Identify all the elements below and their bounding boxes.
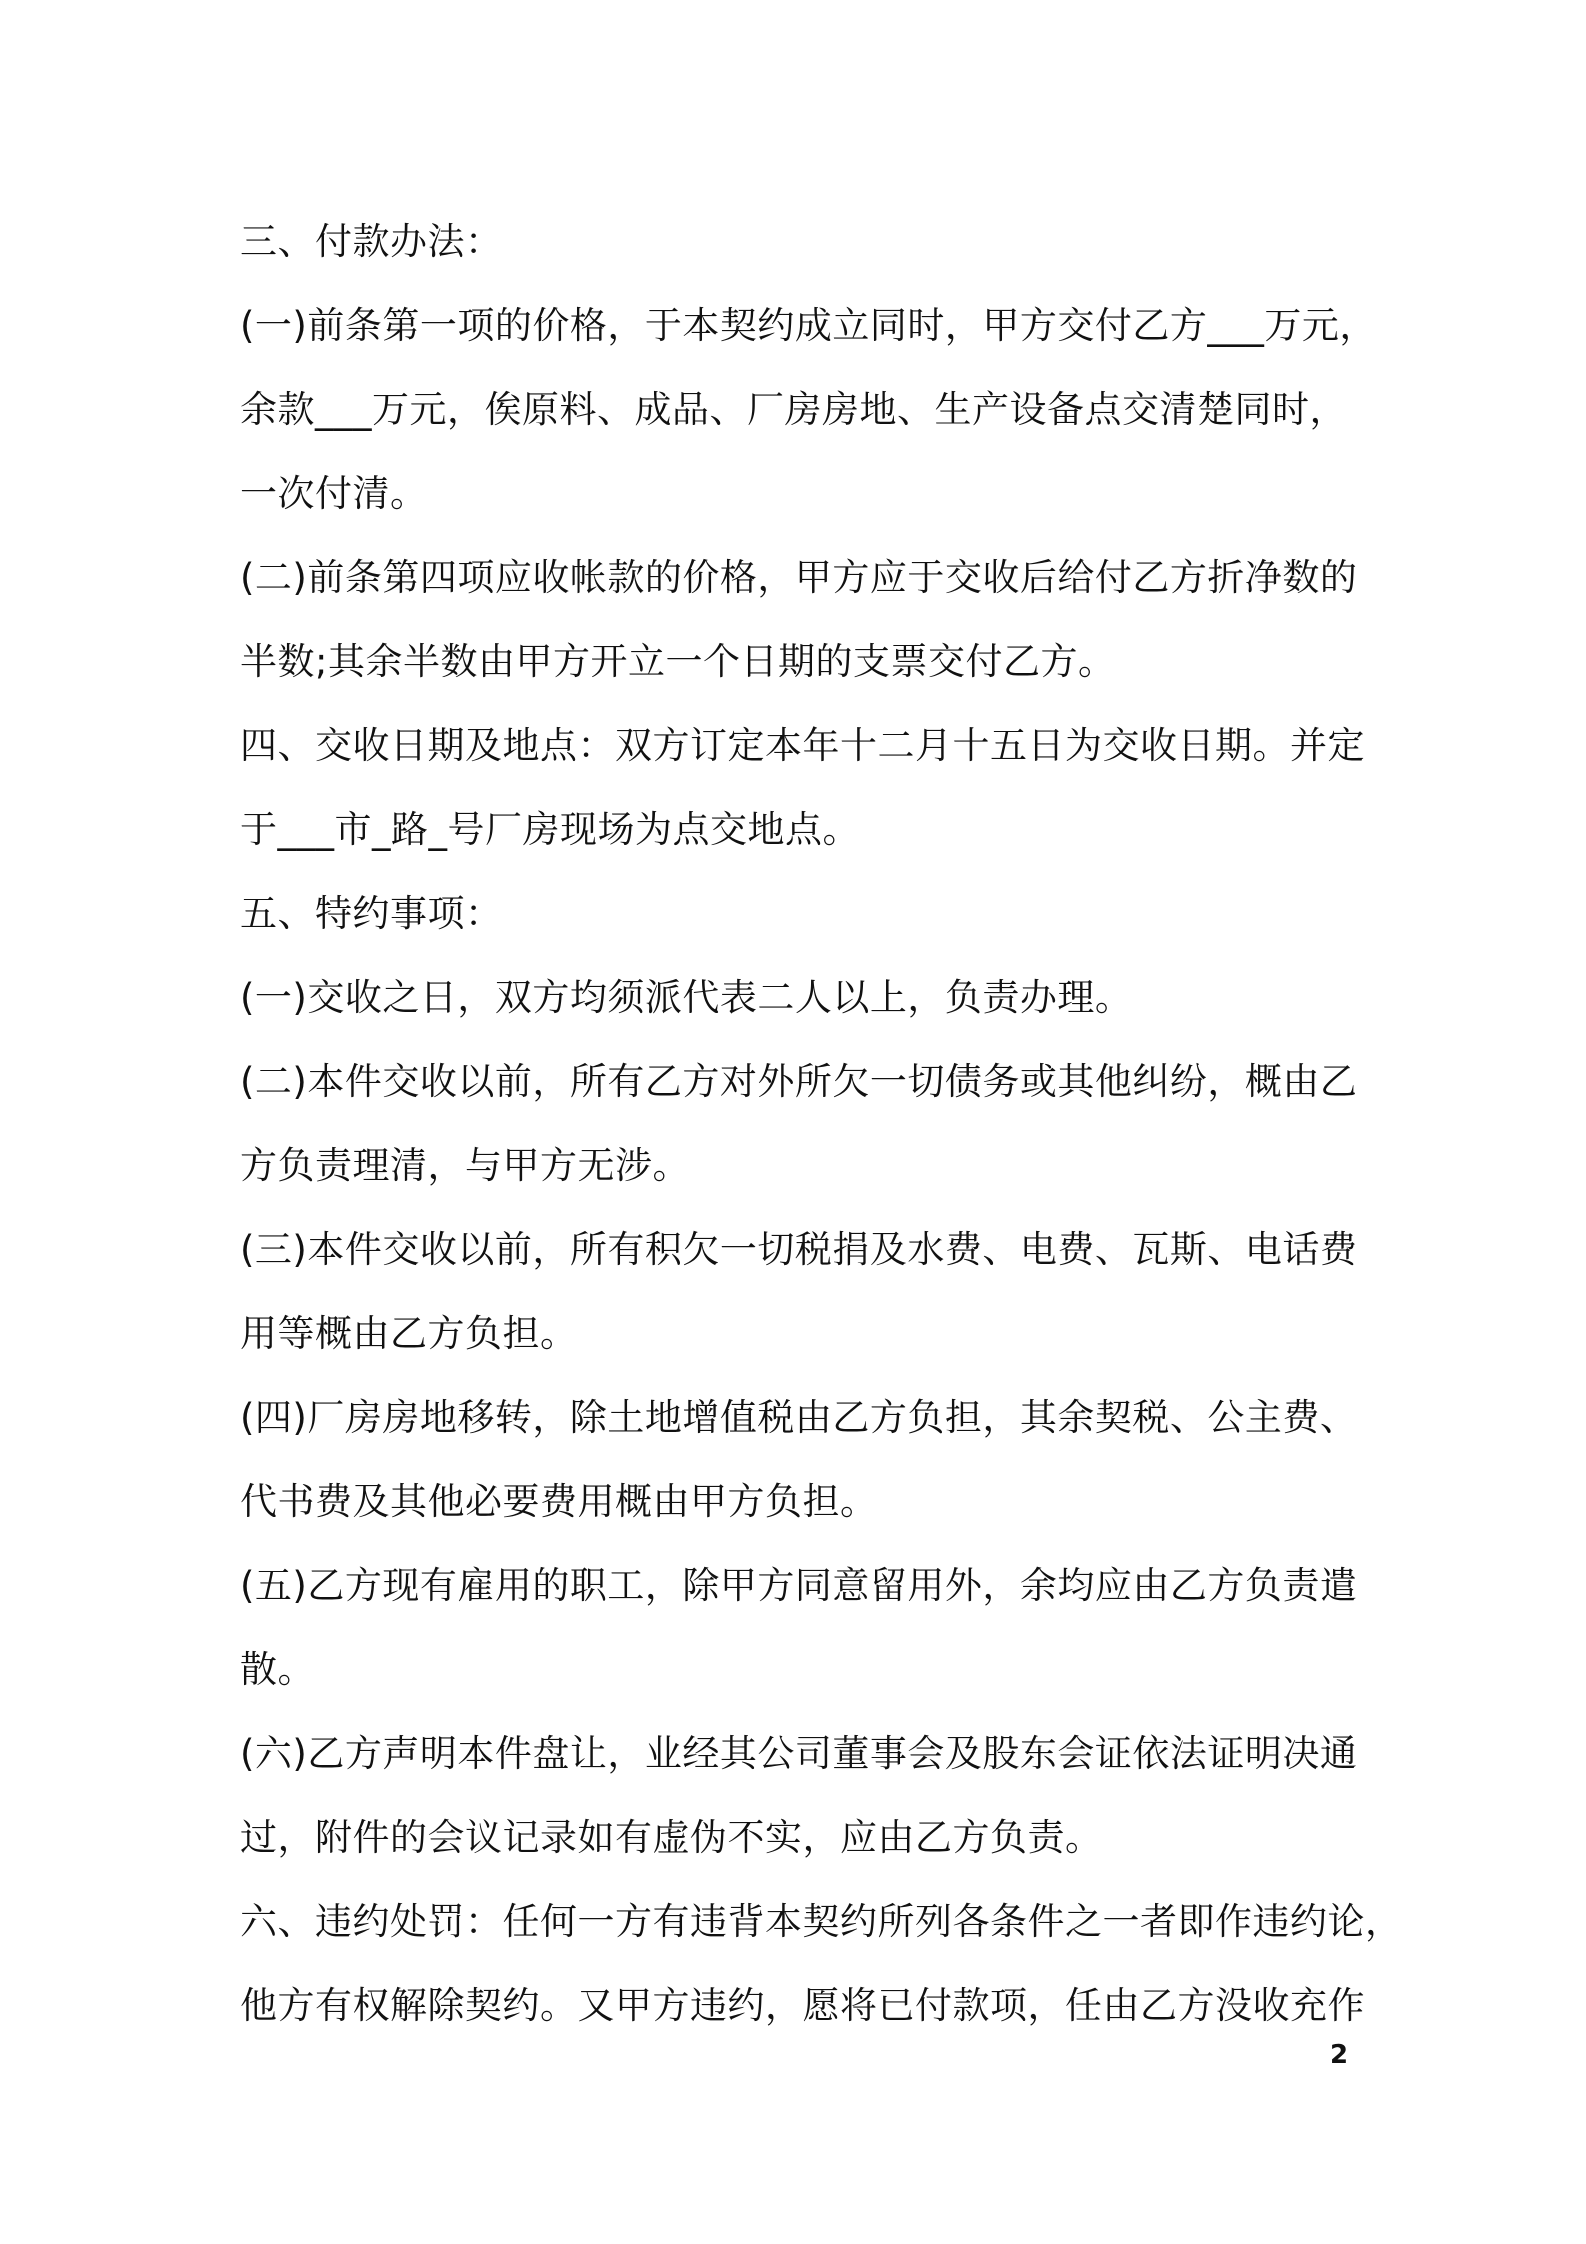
text-line: 一次付清。 (240, 472, 428, 515)
text-line: (二)本件交收以前，所有乙方对外所欠一切债务或其他纠纷，概由乙 (240, 1060, 1358, 1103)
text-line: (四)厂房房地移转，除土地增值税由乙方负担，其余契税、公主费、 (240, 1396, 1358, 1439)
document-body (240, 200, 1403, 2048)
text-line: 四、交收日期及地点：双方订定本年十二月十五日为交收日期。并定 (240, 724, 1365, 767)
text-line: (三)本件交收以前，所有积欠一切税捐及水费、电费、瓦斯、电话费 (240, 1228, 1358, 1271)
text-line: 半数;其余半数由甲方开立一个日期的支票交付乙方。 (240, 640, 1116, 683)
text-line: 方负责理清，与甲方无涉。 (240, 1144, 690, 1187)
text-line: 过，附件的会议记录如有虚伪不实，应由乙方负责。 (240, 1816, 1103, 1859)
text-line: 三、付款办法： (240, 220, 503, 263)
text-line: 散。 (240, 1648, 315, 1691)
text-line: (二)前条第四项应收帐款的价格，甲方应于交收后给付乙方折净数的 (240, 556, 1358, 599)
text-line: 六、违约处罚：任何一方有违背本契约所列各条件之一者即作违约论， (240, 1900, 1403, 1943)
text-line: (一)前条第一项的价格，于本契约成立同时，甲方交付乙方___万元， (240, 304, 1377, 347)
text-line: 余款___万元，俟原料、成品、厂房房地、生产设备点交清楚同时， (240, 388, 1347, 431)
text-line: (一)交收之日，双方均须派代表二人以上，负责办理。 (240, 976, 1133, 1019)
text-line: (六)乙方声明本件盘让，业经其公司董事会及股东会证依法证明决通 (240, 1732, 1358, 1775)
text-line: (五)乙方现有雇用的职工，除甲方同意留用外，余均应由乙方负责遣 (240, 1564, 1358, 1607)
text-line: 他方有权解除契约。又甲方违约，愿将已付款项，任由乙方没收充作 (240, 1984, 1365, 2027)
text-line: 五、特约事项： (240, 892, 503, 935)
text-line: 于___市_路_号厂房现场为点交地点。 (240, 808, 860, 851)
text-line: 代书费及其他必要费用概由甲方负担。 (240, 1480, 878, 1523)
page-number: 2 (1330, 2040, 1349, 2070)
text-line: 用等概由乙方负担。 (240, 1312, 578, 1355)
